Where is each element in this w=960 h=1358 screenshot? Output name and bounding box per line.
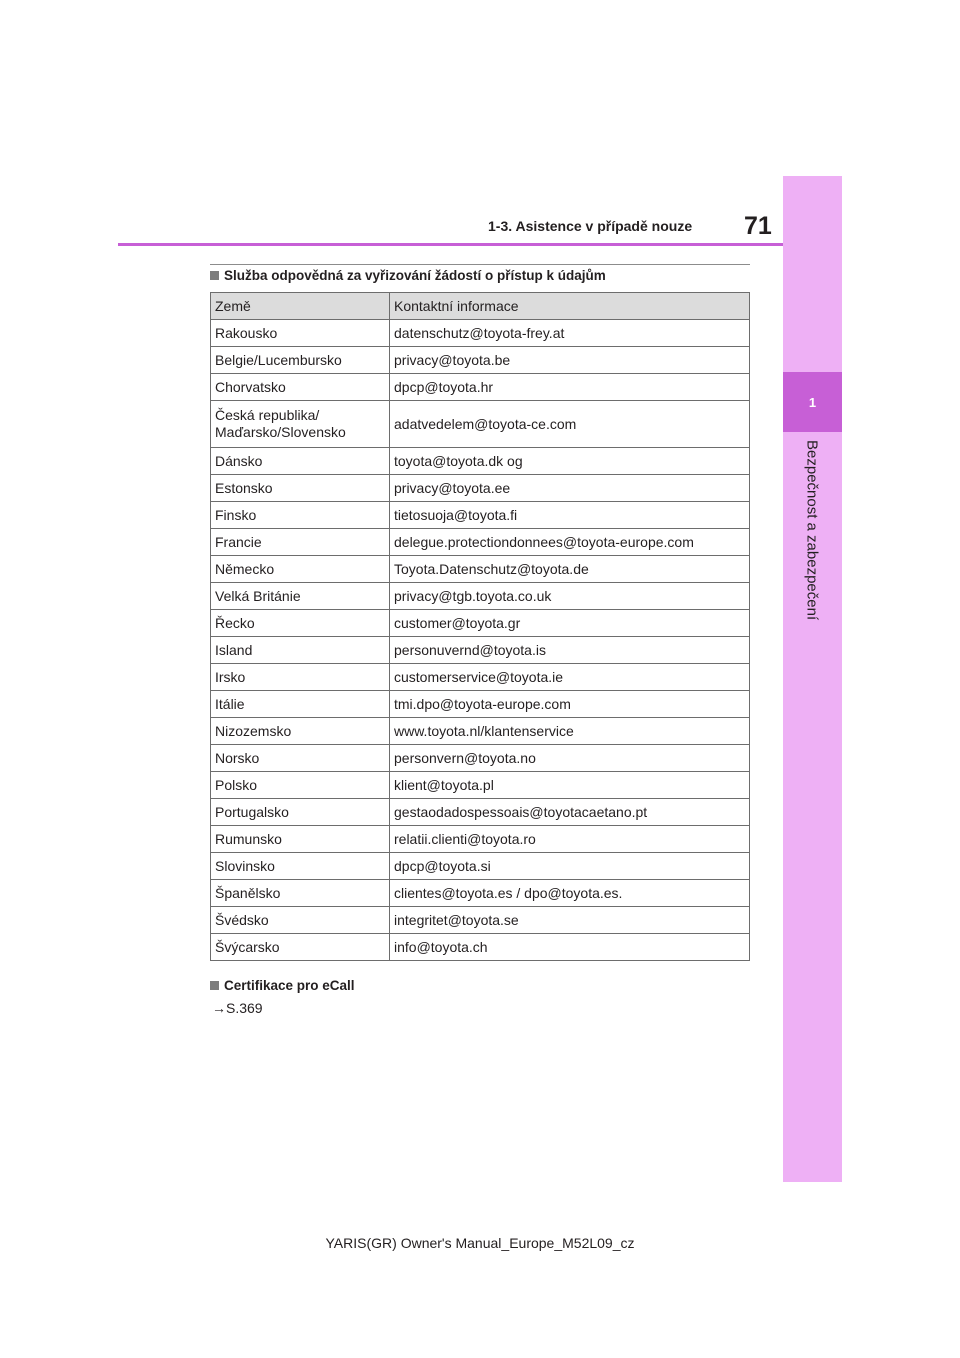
country-name: Švýcarsko [215,938,280,955]
page-number: 71 [744,212,772,240]
table-row [211,637,750,664]
table-row [211,502,750,529]
header-rule [118,243,783,246]
contact-cell: klient@toyota.pl [390,772,750,799]
country-cell [211,475,390,502]
country-cell [211,637,390,664]
section-heading [210,268,606,283]
country-name: Irsko [215,668,246,685]
country-name: Španělsko [215,884,281,901]
country-name: Finsko [215,506,257,523]
contact-cell: tietosuoja@toyota.fi [390,502,750,529]
country-cell [211,502,390,529]
table-row [211,745,750,772]
table-row [211,934,750,961]
country-name: Chorvatsko [215,378,286,395]
contact-cell: personuvernd@toyota.is [390,637,750,664]
country-cell [211,772,390,799]
country-cell [211,826,390,853]
country-name: Rakousko [215,324,278,341]
country-name: Velká Británie [215,587,301,604]
contact-cell: Toyota.Datenschutz@toyota.de [390,556,750,583]
country-name-line2: Maďarsko/Slovensko [215,424,346,440]
footer-manual-id: YARIS(GR) Owner's Manual_Europe_M52L09_cz [325,1235,635,1251]
bullet-square-icon [210,271,219,280]
country-name: Dánsko [215,452,263,469]
country-cell [211,448,390,475]
bullet-square-icon [210,981,219,990]
table-row [211,475,750,502]
table-row [211,448,750,475]
contact-cell: gestaodadospessoais@toyotacaetano.pt [390,799,750,826]
country-name: Island [215,641,253,658]
contact-cell: privacy@toyota.ee [390,475,750,502]
contact-cell: privacy@tgb.toyota.co.uk [390,583,750,610]
contact-cell: datenschutz@toyota-frey.at [390,320,750,347]
country-cell [211,745,390,772]
contact-cell: clientes@toyota.es / dpo@toyota.es. [390,880,750,907]
column-header-contact: Kontaktní informace [390,293,750,320]
country-name: Itálie [215,695,245,712]
country-name: Rumunsko [215,830,282,847]
table-row [211,320,750,347]
table-row [211,880,750,907]
country-cell [211,583,390,610]
chapter-number-badge: 1 [783,372,842,432]
country-cell [211,664,390,691]
section-title: 1-3. Asistence v případě nouze [488,218,693,234]
country-cell [211,799,390,826]
table-row [211,583,750,610]
column-header-country: Země [211,293,390,320]
country-cell [211,320,390,347]
contact-cell: adatvedelem@toyota-ce.com [390,401,750,448]
contacts-table [210,292,750,961]
contact-cell: relatii.clienti@toyota.ro [390,826,750,853]
country-cell [211,691,390,718]
country-cell [211,347,390,374]
section-rule [210,264,750,265]
table-row [211,401,750,448]
table-row [211,772,750,799]
contact-cell: info@toyota.ch [390,934,750,961]
table-row [211,556,750,583]
section-heading-text: Služba odpovědná za vyřizování žádostí o přístup k údajům [224,268,606,283]
table-row [211,664,750,691]
country-cell [211,880,390,907]
country-cell [211,610,390,637]
country-name: Německo [215,560,275,577]
certification-heading-text: Certifikace pro eCall [224,978,355,993]
chapter-side-tab [783,176,842,1182]
table-row [211,718,750,745]
table-row [211,907,750,934]
contact-cell: customerservice@toyota.ie [390,664,750,691]
country-cell [211,934,390,961]
chapter-title: Bezpečnost a zabezpečení [803,440,821,621]
country-name: Francie [215,533,262,550]
country-cell [211,556,390,583]
country-name: Estonsko [215,479,273,496]
country-cell [211,374,390,401]
country-cell [211,718,390,745]
contact-cell: toyota@toyota.dk og [390,448,750,475]
contact-cell: customer@toyota.gr [390,610,750,637]
contact-cell: personvern@toyota.no [390,745,750,772]
contact-cell: integritet@toyota.se [390,907,750,934]
contact-cell: dpcp@toyota.si [390,853,750,880]
certification-page-reference: →S.369 [212,1000,263,1016]
table-header-row [211,293,750,320]
table-row [211,374,750,401]
country-cell [211,529,390,556]
country-name: Portugalsko [215,803,289,820]
country-name: Slovinsko [215,857,275,874]
certification-heading [210,978,355,993]
country-cell [211,907,390,934]
country-name: Polsko [215,776,258,793]
country-cell [211,853,390,880]
contact-cell: tmi.dpo@toyota-europe.com [390,691,750,718]
country-cell [211,401,390,448]
table-row [211,529,750,556]
country-name: Řecko [215,614,255,631]
contact-cell: privacy@toyota.be [390,347,750,374]
contact-cell: dpcp@toyota.hr [390,374,750,401]
contact-cell: delegue.protectiondonnees@toyota-europe.com [390,529,750,556]
table-row [211,799,750,826]
country-name: Nizozemsko [215,722,292,739]
table-row [211,691,750,718]
country-name: Belgie/Lucembursko [215,351,342,368]
table-row [211,826,750,853]
table-row [211,610,750,637]
contact-cell: www.toyota.nl/klantenservice [390,718,750,745]
country-name: Norsko [215,749,260,766]
country-name: Švédsko [215,911,269,928]
table-row [211,853,750,880]
country-name: Česká republika/ [215,407,320,423]
table-row [211,347,750,374]
